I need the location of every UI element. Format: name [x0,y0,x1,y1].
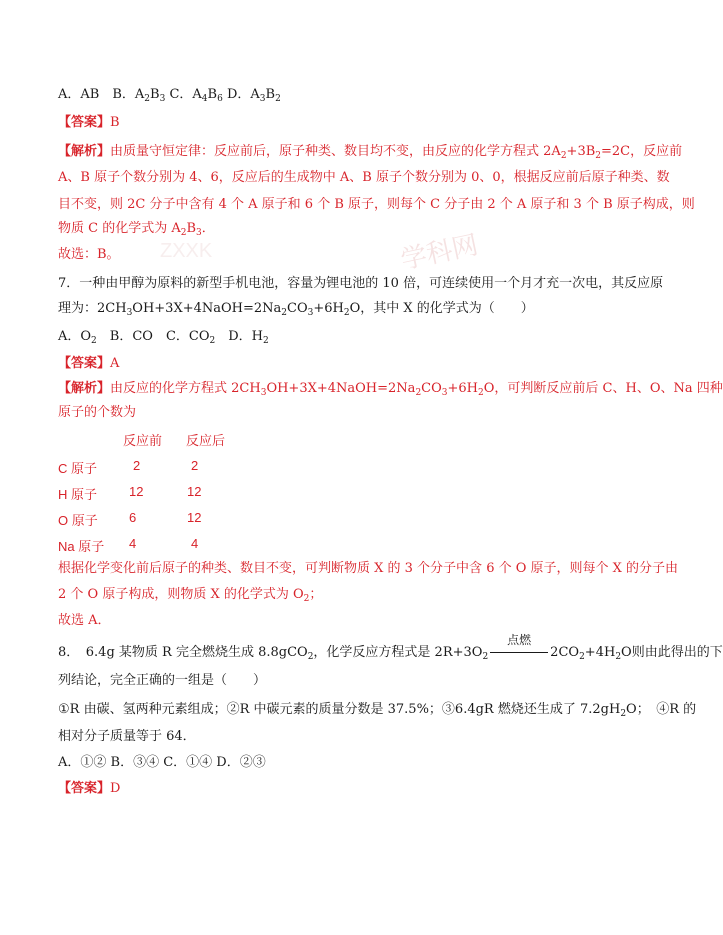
q7-analysis-line3: 根据化学变化前后原子的种类、数目不变，可判断物质 X 的 3 个分子中含 6 个 O 原子，则每个 X 的分子由 [58,561,679,576]
q6-analysis-line3: 目不变，则 2C 分子中含有 4 个 A 原子和 6 个 B 原子，则每个 C 分子由 2 个 A 原子和 3 个 B 原子构成，则 [58,197,695,212]
watermark-text: ZXXK [160,240,213,262]
q8-stem-line2: 列结论，完全正确的一组是（ ） [58,673,267,688]
row-name: H 原子 [58,487,98,502]
row-after: 12 [187,484,202,499]
row-after: 4 [191,536,199,551]
q7-analysis-line4: 2 个 O 原子构成，则物质 X 的化学式为 $O_2$； [58,587,323,604]
q7-stem-line2: 理为：$2CH_3OH+3X+4NaOH=2Na_2CO_3+6H_2O$，其中 X 的化学式为（ ） [58,301,534,318]
q7-answer: 【答案】A [58,355,120,371]
q8-stem-line1: 8． 6.4g 某物质 R 完全燃烧生成 8.8gCO$_2$，化学反应方程式是 $2R+3O_2$ 点燃 $2CO_2+4H_2O$则由此得出的下 [58,633,723,662]
row-before: 2 [133,458,141,473]
q6-options: A．AB B．$A_2B_3$ C．$A_4B_6$ D．$A_3B_2$ [58,87,281,104]
q6-analysis-line2: A、B 原子个数分别为 4、6，反应后的生成物中 A、B 原子个数分别为 0、0，根据反应前后原子种类、数 [58,170,670,185]
q6-conclusion: 故选：B。 [58,247,120,262]
row-name: Na 原子 [58,539,105,554]
q7-options: A．$O_2$ B．CO C．$CO_2$ D．$H_2$ [58,329,269,346]
q7-analysis-line2: 原子的个数为 [58,405,137,420]
q7-stem-line1: 7．一种由甲醇为原料的新型手机电池，容量为锂电池的 10 倍，可连续使用一个月才充一次电，其反应原 [58,276,664,291]
reaction-condition: 点燃 [507,633,532,647]
q7-conclusion: 故选 A． [58,613,111,628]
q6-answer: 【答案】B [58,114,120,130]
row-after: 2 [191,458,199,473]
row-before: 4 [129,536,137,551]
q6-analysis-line1: 【解析】由质量守恒定律：反应前后，原子种类、数目均不变，由反应的化学方程式 $2A_2+3B_2=2C$，反应前 [58,143,683,161]
row-name: C 原子 [58,461,98,476]
q8-stem-line3: ①R 由碳、氢两种元素组成；②R 中碳元素的质量分数是 37.5%；③6.4gR 燃烧还生成了 $7.2gH_2O$； ④R 的 [58,702,697,719]
row-name: O 原子 [58,513,98,528]
row-after: 12 [187,510,202,525]
q6-analysis-line4: 物质 C 的化学式为 $A_2B_3$． [58,221,215,238]
q8-options: A．①② B．③④ C．①④ D．②③ [58,755,266,770]
q6-option-a-b: A．AB B．A [58,87,145,102]
q7-analysis-line1: 【解析】由反应的化学方程式 $2CH_3OH+3X+4NaOH=2Na_2CO_3+6H_2O$，可判断反应前后 C、H、O、Na 四种 [58,380,723,398]
header-before: 反应前 [123,433,163,448]
row-before: 6 [129,510,137,525]
q8-stem-line4: 相对分子质量等于 64． [58,729,196,744]
watermark-logo: 学科网 [398,229,481,275]
reaction-arrow [488,633,550,661]
q8-answer: 【答案】D [58,780,121,796]
header-after: 反应后 [186,433,226,448]
row-before: 12 [129,484,144,499]
